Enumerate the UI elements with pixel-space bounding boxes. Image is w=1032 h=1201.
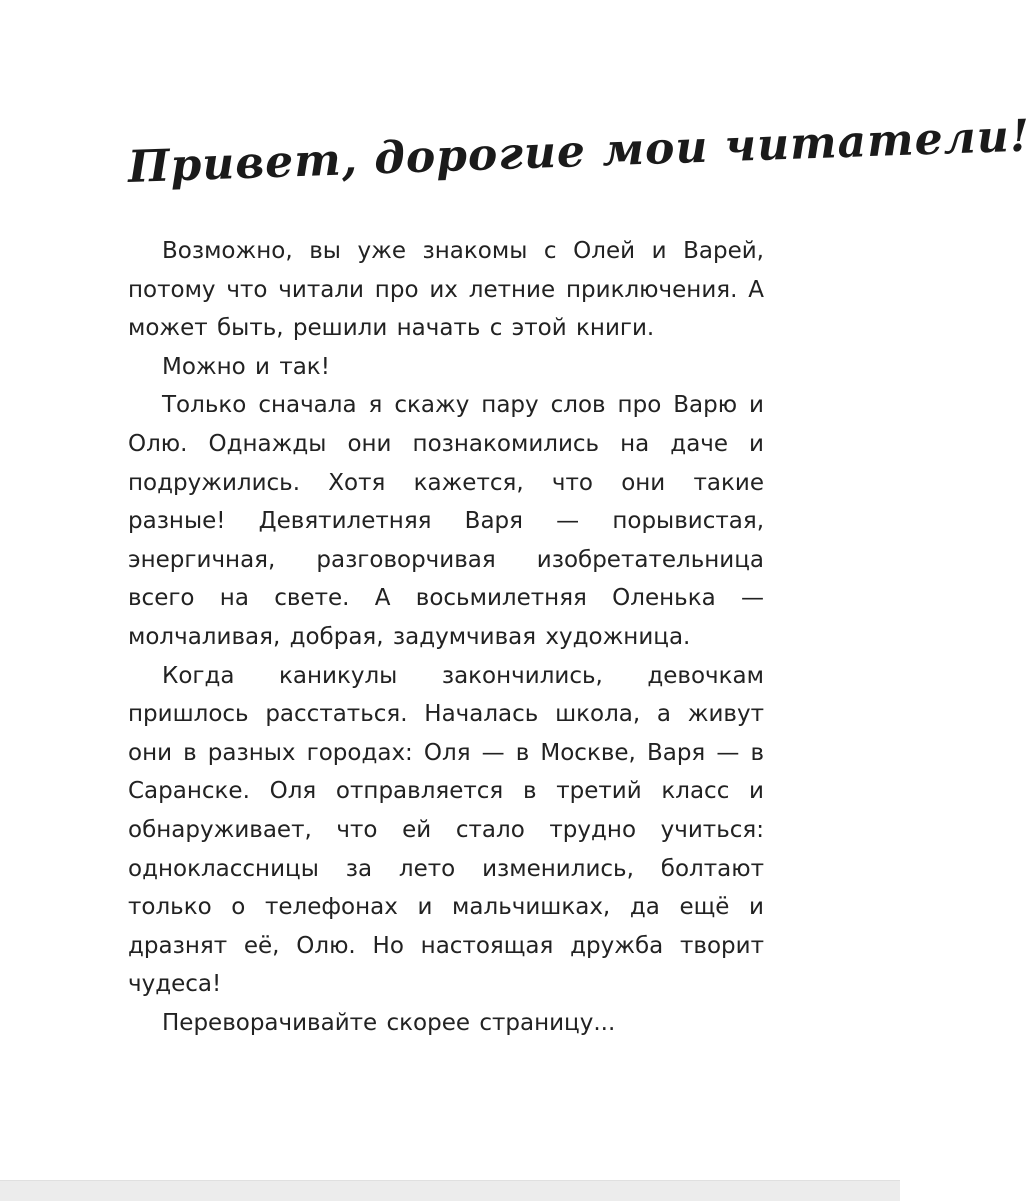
paragraph-4: Когда каникулы закончились, девочкам пришлось расстаться. Началась школа, а живут они в разных городах: Оля — в Москве, Варя — в Саранске. Оля отправляется в третий класс и обнаруживает, что ей стало трудно учиться: одноклассницы за лето изменились, болтают только о телефонах и мальчишках, да ещё и дразнят её, Олю. Но настоящая дружба творит чудеса! bbox=[128, 662, 764, 998]
page-title: Привет, дорогие мои читатели! bbox=[127, 110, 1031, 193]
body-text bbox=[128, 232, 764, 1042]
paragraph-1: Возможно, вы уже знакомы с Олей и Варей, потому что читали про их летние приключения. А может быть, решили начать с этой книги. bbox=[128, 238, 764, 342]
paragraph-5: Переворачивайте скорее страницу... bbox=[162, 1009, 616, 1036]
bottom-bar bbox=[0, 1180, 900, 1201]
paragraph-3: Только сначала я скажу пару слов про Варю и Олю. Однажды они познакомились на даче и подружились. Хотя кажется, что они такие разные! Девятилетняя Варя — порывистая, энергичная, разговорчивая изобретательница всего на свете. А восьмилетняя Оленька — молчаливая, добрая, задумчивая художница. bbox=[128, 392, 764, 650]
paragraph-2: Можно и так! bbox=[162, 353, 330, 380]
